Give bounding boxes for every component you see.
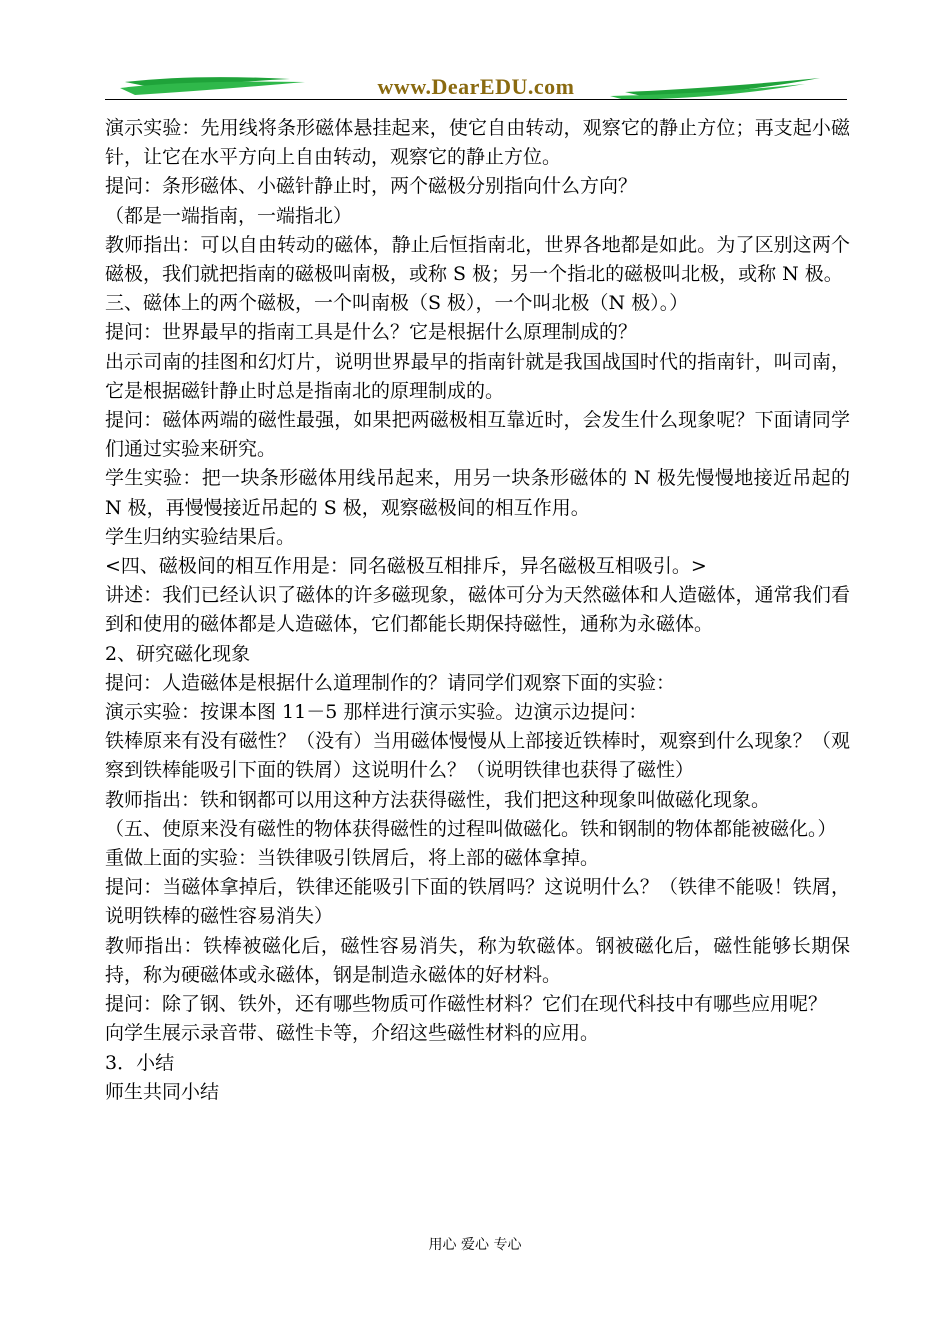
paragraph: 讲述：我们已经认识了磁体的许多磁现象，磁体可分为天然磁体和人造磁体，通常我们看到和使用的磁体都是人造磁体，它们都能长期保持磁性，通称为永磁体。 bbox=[105, 584, 850, 636]
paragraph: 教师指出：可以自由转动的磁体，静止后恒指南北，世界各地都是如此。为了区别这两个磁极，我们就把指南的磁极叫南极，或称 S 极；另一个指北的磁极叫北极，或称 N 极。 bbox=[105, 233, 850, 286]
paragraph: 学生归纳实验结果后。 bbox=[105, 525, 296, 548]
paragraph: 师生共同小结 bbox=[105, 1080, 220, 1103]
paragraph: 演示实验：按课本图 11－5 那样进行演示实验。边演示边提问： bbox=[105, 701, 648, 724]
paragraph: 提问：人造磁体是根据什么道理制作的？请同学们观察下面的实验： bbox=[105, 671, 676, 694]
paragraph: 教师指出：铁棒被磁化后，磁性容易消失，称为软磁体。钢被磁化后，磁性能够长期保持，称为硬磁体或永磁体，钢是制造永磁体的好材料。 bbox=[105, 934, 850, 986]
page-footer: 用心 爱心 专心 bbox=[428, 1237, 522, 1253]
paragraph: 提问：除了钢、铁外，还有哪些物质可作磁性材料？它们在现代科技中有哪些应用呢？ bbox=[105, 993, 828, 1016]
paragraph: 铁棒原来有没有磁性？（没有）当用磁体慢慢从上部接近铁棒时，观察到什么现象？（观察到铁棒能吸引下面的铁屑）这说明什么？（说明铁律也获得了磁性） bbox=[105, 730, 850, 782]
paragraph: 提问：当磁体拿掉后，铁律还能吸引下面的铁屑吗？这说明什么？（铁律不能吸！铁屑，说明铁棒的磁性容易消失） bbox=[105, 876, 850, 928]
paragraph: 重做上面的实验：当铁律吸引铁屑后，将上部的磁体拿掉。 bbox=[105, 847, 600, 870]
paragraph: 出示司南的挂图和幻灯片，说明世界最早的指南针就是我国战国时代的指南针，叫司南，它是根据磁针静止时总是指南北的原理制成的。 bbox=[105, 350, 850, 402]
paragraph: <四、磁极间的相互作用是：同名磁极互相排斥，异名磁极互相吸引。> bbox=[105, 555, 707, 578]
paragraph: 学生实验：把一块条形磁体用线吊起来，用另一块条形磁体的 N 极先慢慢地接近吊起的 N 极，再慢慢接近吊起的 S 极，观察磁极间的相互作用。 bbox=[105, 467, 850, 519]
paragraph: （五、使原来没有磁性的物体获得磁性的过程叫做磁化。铁和钢制的物体都能被磁化。） bbox=[105, 817, 837, 840]
paragraph: 提问：磁体两端的磁性最强，如果把两磁极相互靠近时，会发生什么现象呢？下面请同学们通过实验来研究。 bbox=[105, 409, 850, 461]
paragraph: 演示实验：先用线将条形磁体悬挂起来，使它自由转动，观察它的静止方位；再支起小磁针，让它在水平方向上自由转动，观察它的静止方位。 bbox=[105, 117, 850, 169]
paragraph: 教师指出：铁和钢都可以用这种方法获得磁性，我们把这种现象叫做磁化现象。 bbox=[105, 788, 771, 811]
section-heading: 2、研究磁化现象 bbox=[105, 642, 251, 665]
paragraph: 提问：条形磁体、小磁针静止时，两个磁极分别指向什么方向？ bbox=[105, 175, 638, 198]
paragraph: 向学生展示录音带、磁性卡等，介绍这些磁性材料的应用。 bbox=[105, 1022, 600, 1045]
paragraph: 三、磁体上的两个磁极，一个叫南极（S 极），一个叫北极（N 极）。） bbox=[105, 292, 689, 315]
document-body bbox=[105, 114, 850, 1107]
section-heading: 3．小结 bbox=[105, 1051, 175, 1074]
paragraph: 提问：世界最早的指南工具是什么？它是根据什么原理制成的？ bbox=[105, 321, 638, 344]
paragraph: （都是一端指南，一端指北） bbox=[105, 204, 353, 227]
header-rule bbox=[105, 99, 847, 100]
site-logo-text: www.DearEDU.com bbox=[377, 74, 575, 99]
header-banner bbox=[105, 68, 847, 102]
